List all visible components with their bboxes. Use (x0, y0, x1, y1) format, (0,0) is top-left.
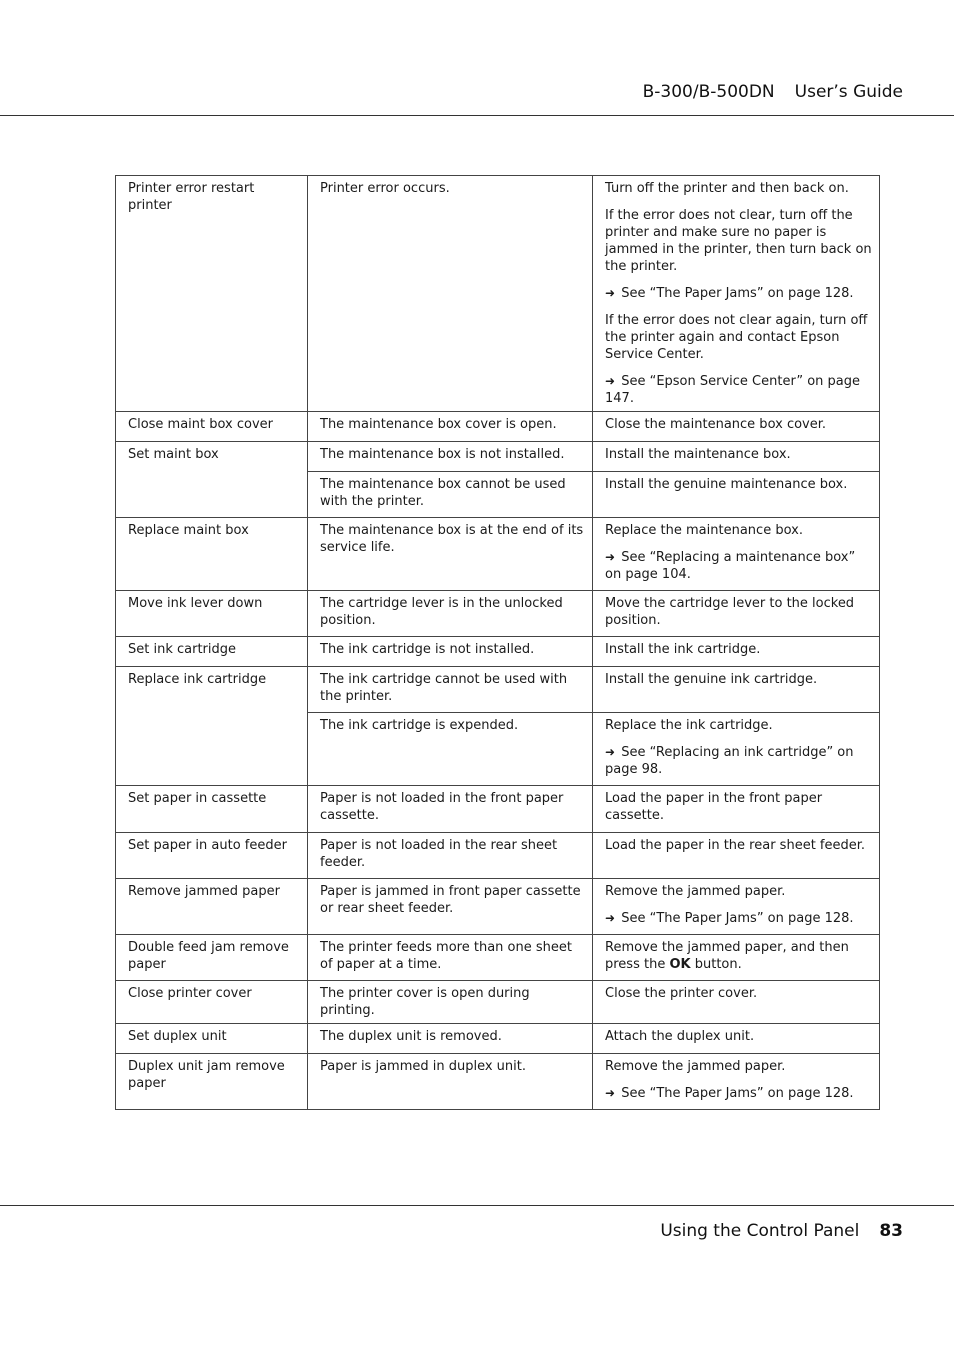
message-cell: Close printer cover (116, 981, 308, 1024)
page-number: 83 (879, 1221, 903, 1241)
cause-cell: Paper is not loaded in the front paper cassette. (308, 786, 593, 833)
message-cell: Replace maint box (116, 518, 308, 591)
table-row (116, 518, 880, 591)
cross-reference: ➜ See “The Paper Jams” on page 128. (605, 1086, 854, 1101)
message-cell: Set ink cartridge (116, 637, 308, 667)
cross-reference: ➜ See “Replacing a maintenance box” on page 104. (605, 550, 856, 582)
page-header (643, 82, 903, 102)
message-cell: Remove jammed paper (116, 879, 308, 935)
table-row (116, 637, 880, 667)
header-guide-title: User’s Guide (794, 82, 903, 102)
cause-cell: The cartridge lever is in the unlocked position. (308, 591, 593, 637)
cross-reference: ➜ See “The Paper Jams” on page 128. (605, 286, 854, 301)
message-cell: Set duplex unit (116, 1024, 308, 1054)
table-row (116, 879, 880, 935)
message-cell: Set maint box (116, 442, 308, 518)
table-row (116, 981, 880, 1024)
solution-cell: Install the maintenance box. (593, 442, 880, 472)
table-row (116, 412, 880, 442)
ok-button-label: OK (669, 957, 691, 972)
arrow-right-icon: ➜ (605, 286, 616, 300)
cause-cell: Printer error occurs. (308, 176, 593, 412)
header-model: B-300/B-500DN (642, 82, 775, 102)
cause-cell: Paper is jammed in front paper cassette or rear sheet feeder. (308, 879, 593, 935)
cause-cell: The ink cartridge is not installed. (308, 637, 593, 667)
solution-cell: Replace the ink cartridge. ➜ See “Replacing an ink cartridge” on page 98. (593, 713, 880, 786)
solution-cell: Install the ink cartridge. (593, 637, 880, 667)
page-footer (660, 1221, 903, 1241)
cause-cell: The maintenance box is at the end of its service life. (308, 518, 593, 591)
error-messages-table (115, 175, 880, 1110)
table-row (116, 1054, 880, 1110)
message-cell: Set paper in auto feeder (116, 833, 308, 879)
solution-cell: Remove the jammed paper, and then press the OK button. (593, 935, 880, 981)
cause-cell: Paper is not loaded in the rear sheet feeder. (308, 833, 593, 879)
solution-cell: Close the printer cover. (593, 981, 880, 1024)
solution-cell: Remove the jammed paper. ➜ See “The Paper Jams” on page 128. (593, 1054, 880, 1110)
solution-cell: Turn off the printer and then back on. If the error does not clear, turn off the printer and make sure no paper is jammed in the printer, then turn back on the printer. ➜ See “The Paper Jams” on page 128. If the error does not clear again, turn off the printer again and contact Epson Service Center. ➜ See “Epson Service Center” on page 147. (593, 176, 880, 412)
arrow-right-icon: ➜ (605, 1086, 616, 1100)
message-cell: Close maint box cover (116, 412, 308, 442)
solution-cell: Load the paper in the rear sheet feeder. (593, 833, 880, 879)
table-row (116, 442, 880, 472)
message-cell: Duplex unit jam remove paper (116, 1054, 308, 1110)
table-row (116, 935, 880, 981)
message-cell: Printer error restart printer (116, 176, 308, 412)
message-cell: Set paper in cassette (116, 786, 308, 833)
solution-cell: Load the paper in the front paper cassette. (593, 786, 880, 833)
solution-cell: Replace the maintenance box. ➜ See “Replacing a maintenance box” on page 104. (593, 518, 880, 591)
message-cell: Move ink lever down (116, 591, 308, 637)
cause-cell: The duplex unit is removed. (308, 1024, 593, 1054)
cause-cell: The printer cover is open during printing. (308, 981, 593, 1024)
table-row (116, 176, 880, 412)
solution-cell: Move the cartridge lever to the locked position. (593, 591, 880, 637)
table-row (116, 786, 880, 833)
cause-cell: The ink cartridge is expended. (308, 713, 593, 786)
message-cell: Replace ink cartridge (116, 667, 308, 786)
table-row (116, 833, 880, 879)
cross-reference: ➜ See “The Paper Jams” on page 128. (605, 911, 854, 926)
cross-reference: ➜ See “Replacing an ink cartridge” on page 98. (605, 745, 854, 777)
cause-cell: Paper is jammed in duplex unit. (308, 1054, 593, 1110)
cause-cell: The printer feeds more than one sheet of paper at a time. (308, 935, 593, 981)
footer-section-title: Using the Control Panel (660, 1221, 860, 1241)
solution-cell: Close the maintenance box cover. (593, 412, 880, 442)
cause-cell: The maintenance box is not installed. (308, 442, 593, 472)
solution-cell: Install the genuine ink cartridge. (593, 667, 880, 713)
message-cell: Double feed jam remove paper (116, 935, 308, 981)
table-row (116, 1024, 880, 1054)
table-row (116, 667, 880, 713)
table-row (116, 591, 880, 637)
cause-cell: The maintenance box cover is open. (308, 412, 593, 442)
arrow-right-icon: ➜ (605, 745, 616, 759)
solution-cell: Install the genuine maintenance box. (593, 472, 880, 518)
arrow-right-icon: ➜ (605, 374, 616, 388)
solution-cell: Attach the duplex unit. (593, 1024, 880, 1054)
cause-cell: The ink cartridge cannot be used with the printer. (308, 667, 593, 713)
cross-reference: ➜ See “Epson Service Center” on page 147. (605, 374, 861, 406)
arrow-right-icon: ➜ (605, 550, 616, 564)
solution-cell: Remove the jammed paper. ➜ See “The Paper Jams” on page 128. (593, 879, 880, 935)
arrow-right-icon: ➜ (605, 911, 616, 925)
header-rule (0, 115, 954, 116)
footer-rule (0, 1205, 954, 1206)
cause-cell: The maintenance box cannot be used with the printer. (308, 472, 593, 518)
